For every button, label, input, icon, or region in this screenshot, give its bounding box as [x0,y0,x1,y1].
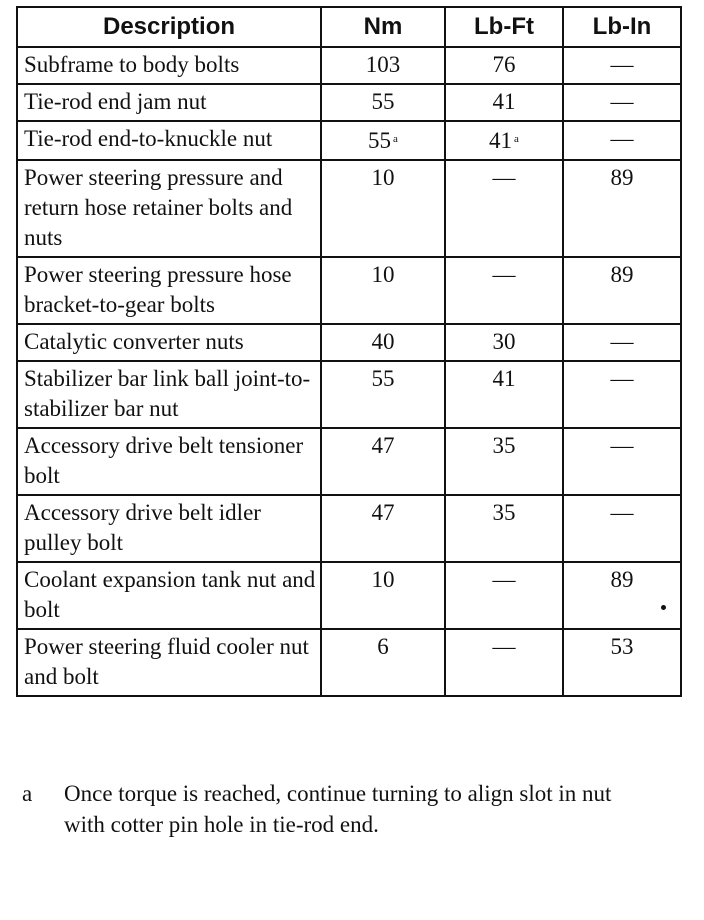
row-nm: 10 [321,160,445,257]
table-row [17,562,681,629]
row-lbft: — [445,629,563,696]
row-nm [321,121,445,160]
table-row [17,257,681,324]
row-lbft: — [445,562,563,629]
row-lbft: 30 [445,324,563,361]
row-nm: 103 [321,47,445,84]
row-lbin: — [563,121,681,160]
row-nm: 47 [321,495,445,562]
row-description: Tie-rod end jam nut [17,84,321,121]
row-description: Accessory drive belt idler pulley bolt [17,495,321,562]
row-lbin: — [563,361,681,428]
row-lbin: 89 [563,562,681,629]
torque-spec-table [16,6,682,697]
stray-dot [661,605,666,610]
row-nm: 40 [321,324,445,361]
table-row [17,324,681,361]
header-nm: Nm [321,7,445,47]
row-nm: 47 [321,428,445,495]
header-lbin: Lb-In [563,7,681,47]
row-lbft [445,121,563,160]
row-lbft: 35 [445,495,563,562]
row-nm: 55 [321,84,445,121]
table-row [17,84,681,121]
row-nm: 55 [321,361,445,428]
row-lbft: — [445,160,563,257]
row-lbin: 53 [563,629,681,696]
row-description: Power steering pressure hose bracket-to-gear bolts [17,257,321,324]
row-description: Accessory drive belt tensioner bolt [17,428,321,495]
row-lbin: — [563,428,681,495]
header-lbft: Lb-Ft [445,7,563,47]
row-lbin: 89 [563,257,681,324]
table-row [17,47,681,84]
footnote-key: a [22,781,33,806]
table-row [17,629,681,696]
row-lbin: — [563,324,681,361]
row-description: Subframe to body bolts [17,47,321,84]
row-lbft: 76 [445,47,563,84]
footnote-marker: a [514,133,519,145]
footnote [22,778,682,840]
table-row [17,160,681,257]
header-description: Description [17,7,321,47]
header-row [17,7,681,47]
footnote-marker: a [393,133,398,145]
row-lbft: 41 [445,361,563,428]
row-lbin: — [563,47,681,84]
row-lbft: 35 [445,428,563,495]
row-description: Power steering pressure and return hose retainer bolts and nuts [17,160,321,257]
footnote-text: Once torque is reached, continue turning to align slot in nut with cotter pin hole in tie-rod end. [64,781,612,837]
table-row [17,121,681,160]
row-description: Coolant expansion tank nut and bolt [17,562,321,629]
row-lbft: — [445,257,563,324]
row-nm-value: 55 [368,128,392,153]
row-description: Power steering fluid cooler nut and bolt [17,629,321,696]
row-description: Stabilizer bar link ball joint-to-stabilizer bar nut [17,361,321,428]
row-nm: 10 [321,257,445,324]
row-lbin: — [563,84,681,121]
table-row [17,495,681,562]
row-lbin: 89 [563,160,681,257]
table-row [17,361,681,428]
row-description: Catalytic converter nuts [17,324,321,361]
row-lbft: 41 [445,84,563,121]
row-lbft-value: 41 [489,128,513,153]
row-nm: 6 [321,629,445,696]
table-row [17,428,681,495]
row-nm: 10 [321,562,445,629]
row-lbin: — [563,495,681,562]
row-description: Tie-rod end-to-knuckle nut [17,121,321,160]
